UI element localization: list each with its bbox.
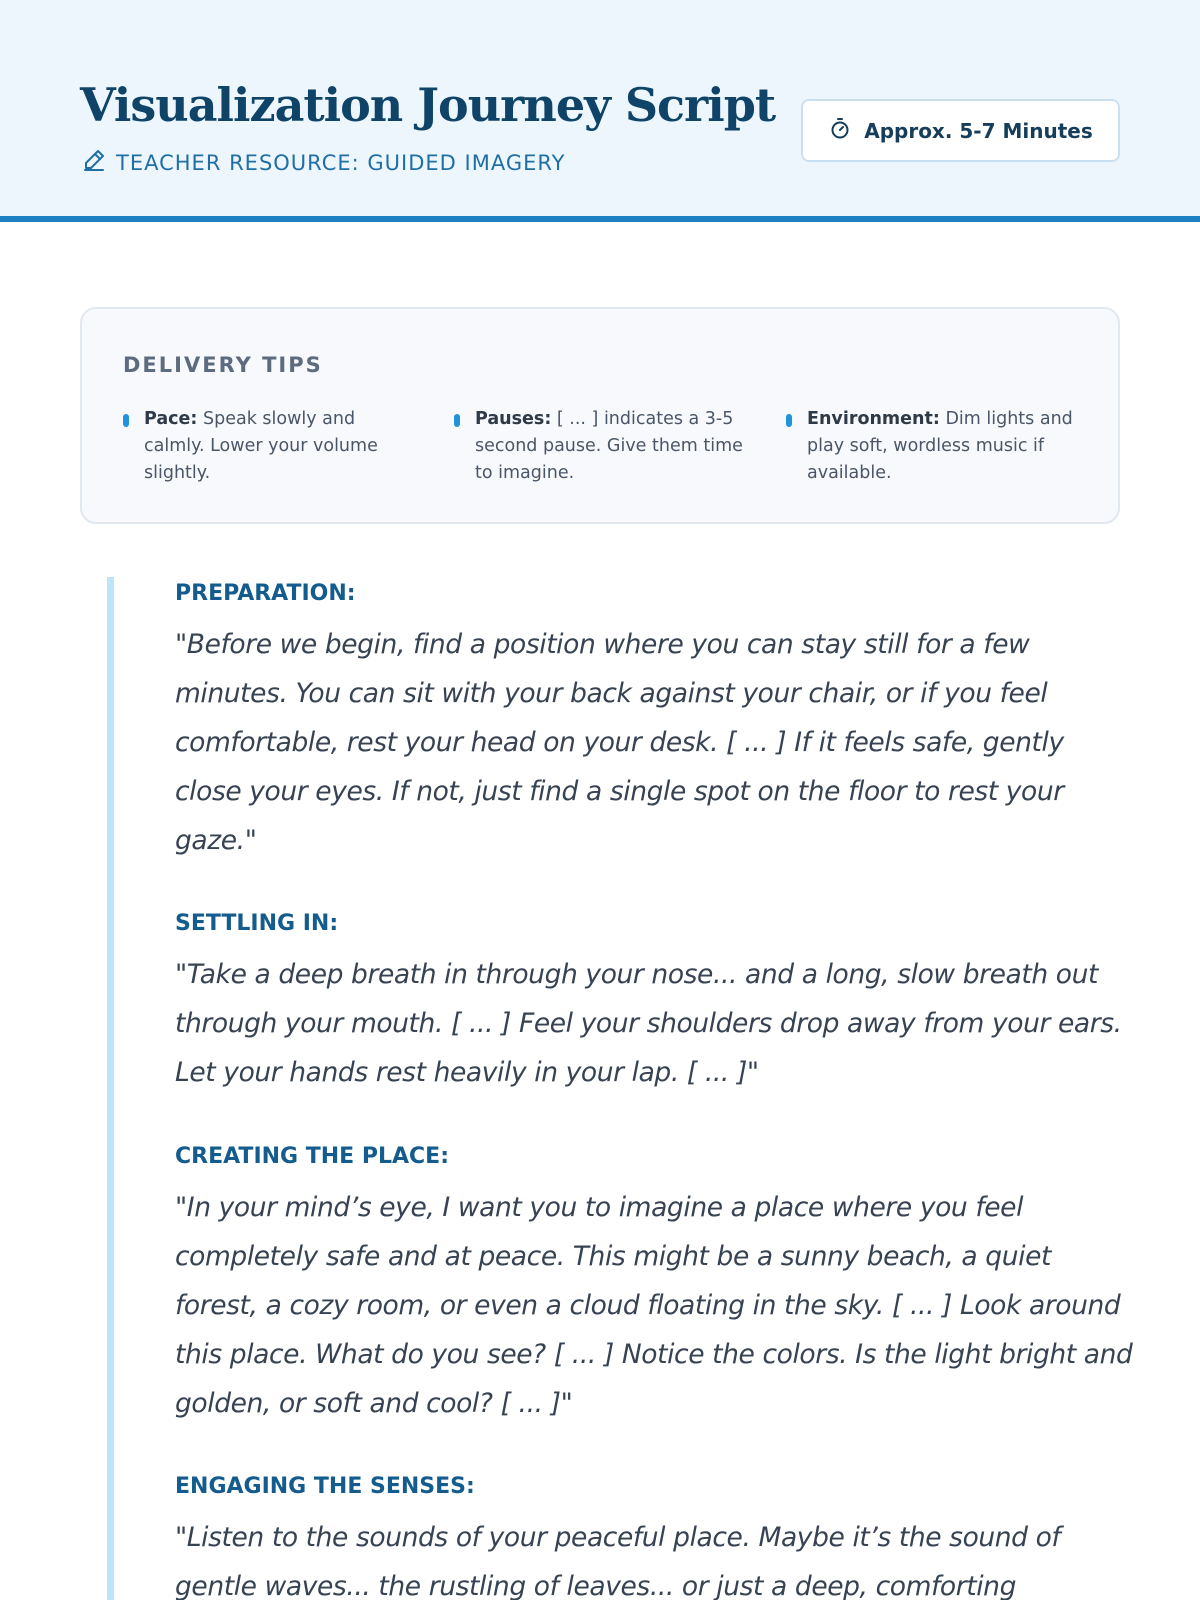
section-label: CREATING THE PLACE: <box>175 1144 450 1169</box>
tip-environment <box>786 406 1076 487</box>
section-settling-in <box>175 911 1135 1097</box>
tip-text: Dim lights and play soft, wordless music if available. <box>807 409 1073 483</box>
stopwatch-icon <box>828 116 852 145</box>
subtitle <box>82 148 565 177</box>
section-preparation <box>175 581 1135 865</box>
section-label: PREPARATION: <box>175 581 356 606</box>
tip-label: Pauses: <box>475 409 552 429</box>
section-engaging-the-senses <box>175 1474 1135 1600</box>
tip-text: Speak slowly and calmly. Lower your volume slightly. <box>144 409 378 483</box>
section-text: "In your mind’s eye, I want you to imagine a place where you feel completely safe and at peace. This might be a sunny beach, a quiet forest, a cozy room, or even a cloud floating in the sky. [ ... ] Look around this place. What do you see? [ ... ] Notice the colors. Is the light bright and golden, or soft and cool? [ ... ]" <box>175 1192 1133 1419</box>
tip-pauses <box>454 406 744 487</box>
tip-pace <box>123 406 413 487</box>
bullet-marker <box>123 414 129 427</box>
bullet-marker <box>786 414 792 427</box>
section-text: "Take a deep breath in through your nose... and a long, slow breath out through your mouth. [ ... ] Feel your shoulders drop away from your ears. Let your hands rest heavily in your lap. [ ... ]" <box>175 959 1122 1088</box>
delivery-tips-card <box>80 307 1120 524</box>
pen-icon <box>82 148 106 177</box>
section-text: "Listen to the sounds of your peaceful place. Maybe it’s the sound of gentle waves... the rustling of leaves... or just a deep, comforting <box>175 1522 1061 1600</box>
tip-label: Pace: <box>144 409 198 429</box>
tip-label: Environment: <box>807 409 940 429</box>
section-text: "Before we begin, find a position where you can stay still for a few minutes. You can sit with your back against your chair, or if you feel comfortable, rest your head on your desk. [ ... ] If it feels safe, gently close your eyes. If not, just find a single spot on the floor to rest your gaze." <box>175 629 1064 856</box>
bullet-marker <box>454 414 460 427</box>
page-title: Visualization Journey Script <box>80 78 776 132</box>
duration-text: Approx. 5-7 Minutes <box>864 118 1093 143</box>
script-body <box>107 577 1133 1600</box>
page-header <box>0 0 1200 222</box>
duration-badge <box>801 99 1120 162</box>
subtitle-text: TEACHER RESOURCE: GUIDED IMAGERY <box>116 150 566 175</box>
tips-heading: DELIVERY TIPS <box>123 353 323 377</box>
section-label: SETTLING IN: <box>175 911 339 936</box>
section-creating-the-place <box>175 1144 1135 1428</box>
tip-text: [ ... ] indicates a 3-5 second pause. Give them time to imagine. <box>475 409 743 483</box>
section-label: ENGAGING THE SENSES: <box>175 1474 475 1499</box>
